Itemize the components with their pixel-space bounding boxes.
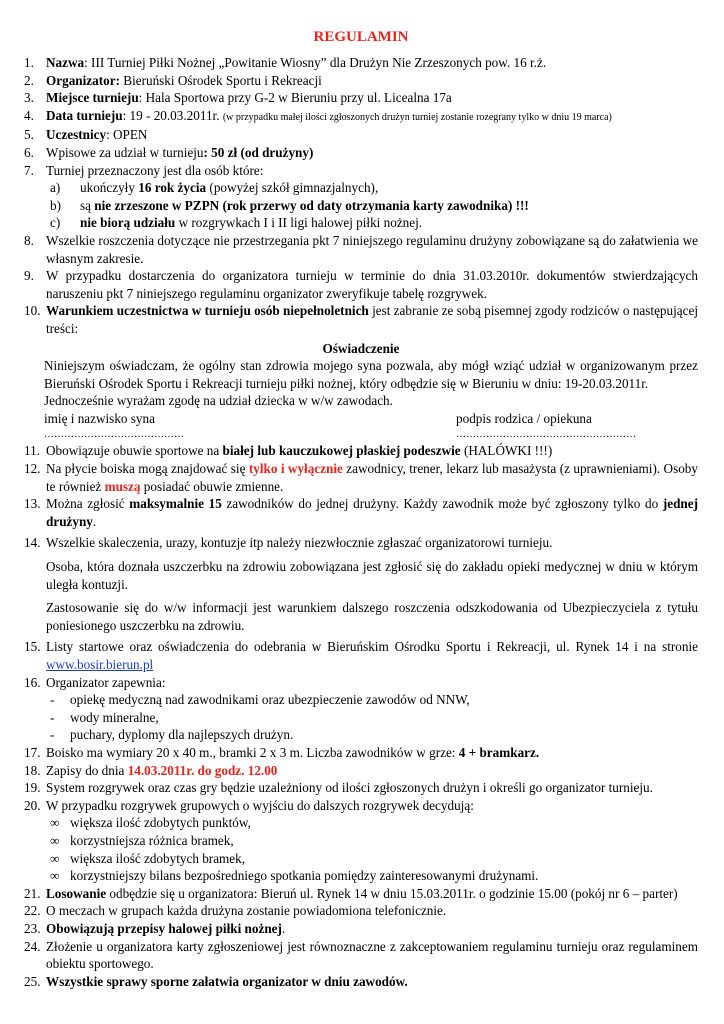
rule-25: 25. Wszystkie sprawy sporne załatwia organizator w dniu zawodów.: [24, 973, 408, 989]
website-link[interactable]: www.bosir.bierun.pl: [46, 657, 154, 672]
rule-7: 7. Turniej przeznaczony jest dla osób które:: [24, 162, 264, 178]
rule-7-c: c) nie biorą udziału w rozgrywkach I i II ligi halowej piłki nożnej.: [50, 215, 423, 231]
rule-16-item: - wody mineralne,: [50, 709, 159, 725]
rule-2: 2. Organizator: Bieruński Ośrodek Sportu i Rekreacji: [24, 72, 322, 88]
rule-16-item: - puchary, dyplomy dla najlepszych drużyn.: [50, 727, 294, 743]
rule-5: 5. Uczestnicy: OPEN: [24, 127, 148, 143]
rule-15: 15. Listy startowe oraz oświadczenia do odebrania w Bieruńskim Ośrodku Sportu i Rekreacji, ul. Rynek 14 i na stronie www.bosir.bierun.pl: [24, 639, 698, 672]
rule-1: 1. Nazwa: III Turniej Piłki Nożnej „Powitanie Wiosny” dla Drużyn Nie Zrzeszonych pow. 16 r.ż.: [24, 55, 547, 70]
rule-20-item: ∞ korzystniejsza różnica bramek,: [50, 832, 234, 848]
declaration-heading: Oświadczenie: [322, 340, 400, 356]
rule-13: 13. Można zgłosić maksymalnie 15 zawodników do jednej drużyny. Każdy zawodnik może być zgłoszony tylko do jednej drużyny.: [24, 496, 698, 529]
rule-6: 6. Wpisowe za udział w turnieju: 50 zł (od drużyny): [24, 144, 314, 160]
rule-20-item: ∞ większa ilość zdobytych bramek,: [50, 850, 246, 866]
rule-19: 19. System rozgrywek oraz czas gry będzie uzależniony od ilości zgłoszonych drużyn i określi go organizator turnieju.: [24, 780, 653, 796]
rule-16: 16. Organizator zapewnia:: [24, 674, 166, 690]
rule-9: 9. W przypadku dostarczenia do organizatora turnieju w terminie do dnia 31.03.2010r. dokumentów stwierdzających naruszeniu pkt 7 niniejszego regulaminu organizator zweryfikuje tabelę rozgrywek.: [24, 268, 698, 301]
rule-10: 10. Warunkiem uczestnictwa w turnieju osób niepełnoletnich jest zabranie ze sobą pisemnej zgody rodziców o następującej treści:: [24, 303, 698, 336]
rule-23: 23. Obowiązują przepisy halowej piłki nożnej.: [24, 920, 286, 936]
declaration-consent: Jednocześnie wyrażam zgodę na udział dziecka w w/w zawodach.: [44, 393, 393, 409]
rule-20-item: ∞ większa ilość zdobytych punktów,: [50, 815, 251, 831]
rule-7-a: a) ukończyły 16 rok życia (powyżej szkół gimnazjalnych),: [50, 180, 379, 196]
rule-11: 11. Obowiązuje obuwie sportowe na białej lub kauczukowej płaskiej podeszwie (HALÓWKI !!!): [24, 443, 553, 459]
signature-labels: imię i nazwisko syna podpis rodzica / opiekuna: [44, 410, 592, 426]
rule-12: 12. Na płycie boiska mogą znajdować się tylko i wyłącznie zawodnicy, trener, lekarz lub masażysta (z uprawnieniami). Osoby te również muszą posiadać obuwie zmienne.: [24, 461, 698, 494]
rule-18: 18. Zapisy do dnia 14.03.2011r. do godz. 12.00: [24, 762, 278, 778]
rule-3: 3. Miejsce turnieju: Hala Sportowa przy G-2 w Bieruniu przy ul. Licealna 17a: [24, 90, 452, 106]
rule-20: 20. W przypadku rozgrywek grupowych o wyjściu do dalszych rozgrywek decydują:: [24, 797, 474, 813]
rule-14-paragraph-2: Osoba, która doznała uszczerbku na zdrowiu zobowiązana jest zgłosić się do zakładu opieki medycznej w dniu w którym uległa kontuzji.: [46, 559, 698, 592]
rule-7-b: b) są nie zrzeszone w PZPN (rok przerwy od daty otrzymania karty zawodnika) !!!: [50, 197, 529, 213]
rule-14-paragraph-3: Zastosowanie się do w/w informacji jest warunkiem dalszego roszczenia odszkodowania od Ubezpieczyciela z tytułu poniesionego uszczerbku na zdrowiu.: [46, 600, 698, 633]
rule-16-item: - opiekę medyczną nad zawodnikami oraz ubezpieczenie zawodów od NNW,: [50, 692, 470, 708]
rule-14: 14. Wszelkie skaleczenia, urazy, kontuzje itp należy niezwłocznie zgłaszać organizatorowi turnieju. Osoba, która doznała uszczerbku na zdrowiu zobowiązana jest zgłosić się do zakładu opieki medycznej w dniu w którym uległa kontuzji. Zastosowanie się do w/w informacji jest warunkiem dalszego roszczenia odszkodowania od Ubezpieczyciela z tytułu poniesionego uszczerbku na zdrowiu.: [24, 535, 698, 633]
signature-lines: …………………………………… ………………………………………………: [44, 429, 636, 441]
rule-22: 22. O meczach w grupach każda drużyna zostanie powiadomiona telefonicznie.: [24, 903, 447, 919]
rule-4: 4. Data turnieju: 19 - 20.03.2011r. (w przypadku małej ilości zgłoszonych drużyn turniej zostanie rozegrany tylko w dniu 19 marca): [24, 107, 612, 123]
rule-21: 21. Losowanie odbędzie się u organizatora: Bieruń ul. Rynek 14 w dniu 15.03.2011r. o godzinie 15.00 (pokój nr 6 – parter): [24, 885, 678, 901]
declaration-body: Niniejszym oświadczam, że ogólny stan zdrowia mojego syna pozwala, aby mógł wziąć udział w organizowanym przez Bieruński Ośrodek Sportu i Rekreacji turnieju piłki nożnej, który odbędzie się w Bieruniu w dniu: 19-20.03.2011r.: [44, 358, 698, 391]
rule-8: 8. Wszelkie roszczenia dotyczące nie przestrzegania pkt 7 niniejszego regulaminu drużyny zobowiązane są do załatwienia we własnym zakresie.: [24, 232, 698, 266]
rule-24: 24. Złożenie u organizatora karty zgłoszeniowej jest równoznaczne z zakceptowaniem regulaminu turnieju oraz regulaminem obiektu sportowego.: [24, 938, 698, 972]
rule-17: 17. Boisko ma wymiary 20 x 40 m., bramki 2 x 3 m. Liczba zawodników w grze: 4 + bramkarz.: [24, 744, 540, 760]
rule-20-item: ∞ korzystniejszy bilans bezpośredniego spotkania pomiędzy zainteresowanymi drużynami.: [50, 868, 539, 884]
page-title: REGULAMIN: [313, 29, 409, 45]
